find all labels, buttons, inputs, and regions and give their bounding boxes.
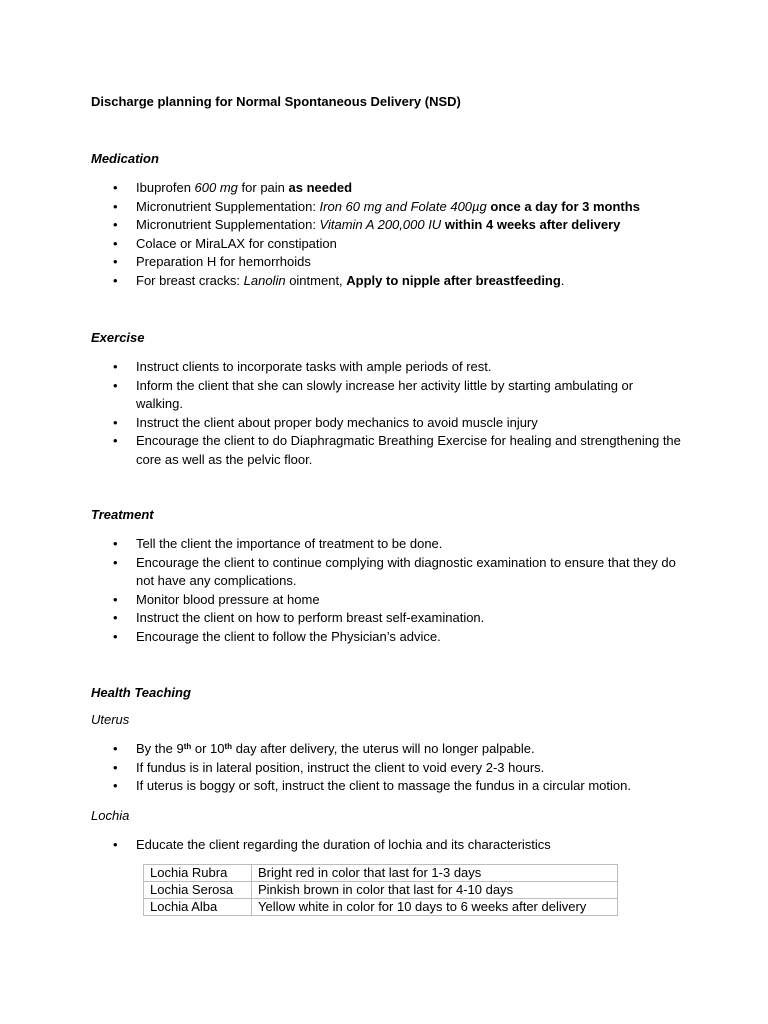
list-item: • Micronutrient Supplementation: Vitamin A 200,000 IU within 4 weeks after delivery <box>91 216 691 235</box>
table-row <box>144 882 618 899</box>
table-cell: Lochia Alba <box>144 899 252 916</box>
list-item: • Preparation H for hemorrhoids <box>91 253 691 272</box>
list-item: • Educate the client regarding the duration of lochia and its characteristics <box>91 836 691 855</box>
list-item: • Monitor blood pressure at home <box>91 591 681 610</box>
list-item: • Tell the client the importance of treatment to be done. <box>91 535 681 554</box>
list-item: • Inform the client that she can slowly increase her activity little by starting ambulating or walking. <box>91 377 681 414</box>
treatment-heading: Treatment <box>91 507 154 522</box>
medication-heading: Medication <box>91 151 159 166</box>
uterus-list <box>91 740 691 796</box>
lochia-table <box>143 864 618 916</box>
list-item: • Encourage the client to continue complying with diagnostic examination to ensure that they do not have any complications. <box>91 554 681 591</box>
list-item: • Encourage the client to follow the Physician’s advice. <box>91 628 681 647</box>
uterus-subheading: Uterus <box>91 712 130 727</box>
lochia-subheading: Lochia <box>91 808 130 823</box>
list-item: • By the 9th or 10th day after delivery, the uterus will no longer palpable. <box>91 740 691 759</box>
exercise-heading: Exercise <box>91 330 145 345</box>
list-item: • Instruct the client about proper body mechanics to avoid muscle injury <box>91 414 681 433</box>
table-cell: Lochia Rubra <box>144 865 252 882</box>
list-item: • Colace or MiraLAX for constipation <box>91 235 691 254</box>
exercise-list <box>91 358 681 469</box>
list-item: • If uterus is boggy or soft, instruct the client to massage the fundus in a circular motion. <box>91 777 691 796</box>
list-item: • For breast cracks: Lanolin ointment, Apply to nipple after breastfeeding. <box>91 272 691 291</box>
table-cell: Yellow white in color for 10 days to 6 weeks after delivery <box>252 899 618 916</box>
table-row <box>144 899 618 916</box>
treatment-list <box>91 535 681 646</box>
document-title: Discharge planning for Normal Spontaneous Delivery (NSD) <box>91 94 461 109</box>
list-item: • If fundus is in lateral position, instruct the client to void every 2-3 hours. <box>91 759 691 778</box>
health-teaching-heading: Health Teaching <box>91 685 191 700</box>
table-row <box>144 865 618 882</box>
table-cell: Bright red in color that last for 1-3 days <box>252 865 618 882</box>
list-item: • Instruct clients to incorporate tasks with ample periods of rest. <box>91 358 681 377</box>
list-item: • Ibuprofen 600 mg for pain as needed <box>91 179 691 198</box>
table-cell: Lochia Serosa <box>144 882 252 899</box>
list-item: • Instruct the client on how to perform breast self-examination. <box>91 609 681 628</box>
list-item: • Encourage the client to do Diaphragmatic Breathing Exercise for healing and strengthening the core as well as the pelvic floor. <box>91 432 681 469</box>
lochia-list <box>91 836 691 855</box>
table-cell: Pinkish brown in color that last for 4-10 days <box>252 882 618 899</box>
medication-list <box>91 179 691 290</box>
list-item: • Micronutrient Supplementation: Iron 60 mg and Folate 400µg once a day for 3 months <box>91 198 691 217</box>
